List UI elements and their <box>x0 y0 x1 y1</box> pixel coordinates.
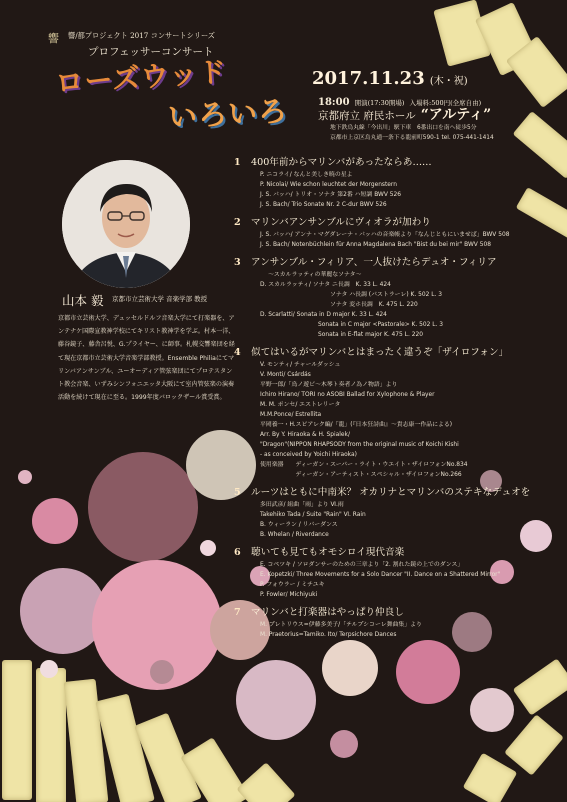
section-number: 2 <box>234 217 241 228</box>
weekday: (木・祝) <box>429 76 468 87</box>
program-section <box>234 606 564 640</box>
portrait-illustration <box>62 160 190 288</box>
section-number: 1 <box>234 157 241 168</box>
section-title: 400年前からマリンバがあったならあ…… <box>251 157 432 168</box>
program-line: Takehiko Tada / Suite "Rain" Ⅵ. Rain <box>260 512 366 518</box>
subtitle: プロフェッサーコンサート <box>88 46 214 58</box>
venue-name: “アルティ” <box>420 107 492 123</box>
section-heading <box>234 606 564 620</box>
program-section <box>234 216 564 250</box>
program-line: 平岡養一・H.スピアレク編/「龍」(『日本狂詩曲』～貴志康一作品による) <box>260 422 453 428</box>
program-line: P. Fowler/ Michiyuki <box>260 592 318 598</box>
bio-text: 京都市立芸術大学、デュッセルドルフ音楽大学にて打楽器を、アンテナケ国際宣教神学校にてキリスト教神学を学ぶ。村本一洋、藤谷鏡子、藤舎呂悦、G.プライヤー、に師事。札幌交響楽団を経て現在京都市立芸術大学音楽学部教授。Ensemble Philiaにてマリンバアンサンブル、ユーオーディア管弦楽団にてプロテスタント教会音楽、いずみシンフォニエッタ大阪にて室内管弦楽の演奏活動を続けて現在に至る。1999年度バロックザール賞受賞。 <box>58 315 235 402</box>
performer-photo <box>62 160 190 288</box>
section-title: ルーツはともに中南米？ オカリナとマリンバのステキなデュオを <box>251 487 531 498</box>
date-value: 2017.11.23 <box>312 68 425 89</box>
program-line: M. プレトリウス=伊藤多美子/「テルプシコーレ舞曲集」より <box>260 622 422 628</box>
program-list <box>234 156 564 646</box>
program-section <box>234 346 564 480</box>
program-line: 使用楽器 ディーガン・スーパー・ライト・ウエイト・ザイロフォンNo.834 <box>260 462 468 468</box>
program-line: Ichiro Hirano/ TORI no ASOBI Ballad for Xylophone & Player <box>260 392 435 398</box>
program-line: P. ニコライ/ なんと美しき暁の星よ <box>260 172 353 178</box>
program-line: Sonata in C major <Pastorale> K. 502 L. 3 <box>318 322 444 328</box>
program-line: "Dragon"(NIPPON RHAPSODY from the original music of Koichi Kishi <box>260 442 459 448</box>
program-line: J. S. Bach/ Trio Sonate Nr. 2 C-dur BWV 526 <box>260 202 387 208</box>
program-section <box>234 156 564 210</box>
access-line1: 地下鉄烏丸線「今出川」駅下車 6番出口を南へ徒歩5分 <box>330 125 477 131</box>
section-title: マリンバアンサンブルにヴィオラが加わり <box>251 217 431 228</box>
program-line: ～スカルラッティの華麗なソナタ～ <box>268 272 362 278</box>
section-title: マリンバと打楽器はやっぱり仲良し <box>251 607 404 618</box>
title-line2: いろいろ <box>167 93 289 135</box>
program-line: M. M. ポンセ/ エストレリータ <box>260 402 341 408</box>
time-detail: 開演(17:30開場) <box>354 99 405 107</box>
section-number: 3 <box>234 257 241 268</box>
program-line: Sonata in E-flat major K. 475 L. 220 <box>318 332 423 338</box>
event-date <box>312 68 468 89</box>
section-heading <box>234 546 564 560</box>
admission: 入場料:500円(全席自由) <box>409 99 482 107</box>
section-title: 聴いても見てもオモシロイ現代音楽 <box>251 547 405 558</box>
section-title: アンサンブル・フィリア、一人抜けたらデュオ・フィリア <box>251 257 497 268</box>
program-line: - as conceived by Yoichi Hiraoka) <box>260 452 357 458</box>
program-line: ディーガン・アーティスト・スペシャル・ザイロフォンNo.266 <box>260 472 462 478</box>
program-line: M.M.Ponce/ Estrellita <box>260 412 322 418</box>
program-line: J. S. バッハ/ アンナ・マグダレーナ・バッハの音楽帳より「なんじともにいませば」BWV 508 <box>260 232 510 238</box>
time-value: 18:00 <box>318 97 350 108</box>
performer-bio <box>58 312 238 404</box>
program-section <box>234 546 564 600</box>
program-line: V. Monti/ Csárdás <box>260 372 311 378</box>
program-line: P. Nicolai/ Wie schon leuchtet der Morgenstern <box>260 182 397 188</box>
logo-icon: 響 <box>48 32 59 45</box>
section-title: 似てはいるがマリンバとはまったく違うぞ「ザイロフォン」 <box>251 347 509 358</box>
section-heading <box>234 256 564 270</box>
section-number: 5 <box>234 487 241 498</box>
section-number: 4 <box>234 347 241 358</box>
program-section <box>234 256 564 340</box>
program-section <box>234 486 564 540</box>
section-heading <box>234 216 564 230</box>
program-line: D. スカルラッティ/ ソナタ ニ長調 K. 33 L. 424 <box>260 282 391 288</box>
program-line: B. ウィーラン / リバーダンス <box>260 522 338 528</box>
access-line2: 京都市上京区烏丸通一条下る龍前町590-1 tel. 075-441-1414 <box>330 135 494 141</box>
section-heading <box>234 486 564 500</box>
venue <box>318 104 491 124</box>
series-label: 響/都プロジェクト 2017 コンサートシリーズ <box>68 31 215 40</box>
program-line: M. Praetorius=Tamiko. Ito/ Terpsichore Dances <box>260 632 397 638</box>
program-line: D. Scarlatti/ Sonata in D major K. 33 L. 424 <box>260 312 387 318</box>
section-heading <box>234 156 564 170</box>
performer-name: 山本 毅 <box>62 293 104 308</box>
section-heading <box>234 346 564 360</box>
venue-prefix: 京都府立 府民ホール <box>318 110 416 122</box>
program-line: V. モンティ/ チャールダッシュ <box>260 362 341 368</box>
section-number: 6 <box>234 547 241 558</box>
program-line: J. S. Bach/ Notenbüchlein für Anna Magdalena Bach "Bist du bei mir" BWV 508 <box>260 242 491 248</box>
program-line: E. コペツキ / ソロダンサーのための三章より「2. 割れた鏡の上でのダンス」 <box>260 562 464 568</box>
program-line: Arr. By Y. Hiraoka & H. Spialek/ <box>260 432 350 438</box>
program-line: 多田武彦/ 組曲「雨」より Ⅵ.雨 <box>260 502 344 508</box>
section-number: 7 <box>234 607 241 618</box>
performer-affiliation: 京都市立芸術大学 音楽学部 教授 <box>112 295 208 303</box>
program-line: ソナタ 変ホ長調 K. 475 L. 220 <box>330 302 418 308</box>
program-line: 平野一郎/「鳥ノ遊ビ～木琴ト奏者ノ為ノ物語」より <box>260 382 398 388</box>
program-line: J. S. バッハ/ トリオ・ソナタ 第2番 ハ短調 BWV 526 <box>260 192 401 198</box>
program-line: B. Whelan / Riverdance <box>260 532 329 538</box>
title-line1: ローズウッド <box>54 54 229 100</box>
program-line: ソナタ ハ長調 (パストラーレ) K. 502 L. 3 <box>330 292 442 298</box>
program-line: P. フォウラー / ミチユキ <box>260 582 325 588</box>
program-line: E. Kopetzki/ Three Movements for a Solo Dancer "II. Dance on a Shattered Mirror" <box>260 572 501 578</box>
